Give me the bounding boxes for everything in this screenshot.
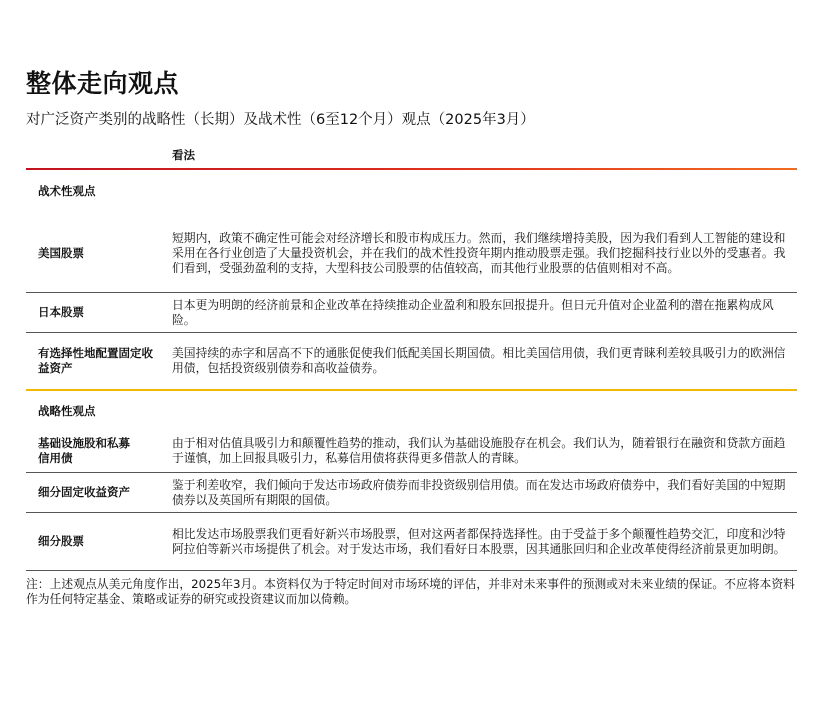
page-subtitle: 对广泛资产类别的战略性（长期）及战术性（6至12个月）观点（2025年3月） (26, 112, 535, 128)
page (26, 68, 797, 607)
row-text: 美国持续的赤字和居高不下的通胀促使我们低配美国长期国债。相比美国信用债，我们更青睐利差较具吸引力的欧洲信用债，包括投资级别债券和高收益债券。 (172, 346, 786, 375)
table-row-us-equities (26, 213, 797, 293)
section-heading-strategic: 战略性观点 (38, 404, 96, 418)
table-row-japan-equities (26, 293, 797, 333)
row-label: 美国股票 (38, 246, 84, 260)
page-title: 整体走向观点 (26, 69, 180, 98)
row-text: 日本更为明朗的经济前景和企业改革在持续推动企业盈利和股东回报提升。但日元升值对企业盈利的潜在拖累构成风险。 (172, 297, 774, 327)
table-row-selective-fixed-income (26, 333, 797, 389)
row-label: 细分固定收益资产 (38, 485, 130, 499)
row-label: 有选择性地配置固定收益资产 (38, 346, 153, 375)
section-heading-tactical: 战术性观点 (38, 184, 96, 198)
table-row-infrastructure-private-credit (26, 430, 797, 473)
column-header-views: 看法 (172, 148, 195, 162)
row-text: 由于相对估值具吸引力和颠覆性趋势的推动，我们认为基础设施股存在机会。我们认为，随着银行在融资和贷款方面趋于谨慎，加上回报具吸引力，私募信用债将获得更多借款人的青睐。 (172, 436, 786, 465)
views-table (26, 144, 797, 571)
row-label: 基础设施股和私募信用债 (38, 436, 130, 465)
row-label: 细分股票 (38, 534, 84, 548)
table-row-granular-equities (26, 513, 797, 571)
row-label: 日本股票 (38, 305, 84, 319)
footnote: 注：上述观点从美元角度作出，2025年3月。本资料仅为于特定时间对市场环境的评估，并非对未来事件的预测或对未来业绩的保证。不应将本资料作为任何特定基金、策略或证券的研究或投资建议而加以倚赖。 (26, 577, 795, 606)
table-row-granular-fixed-income (26, 473, 797, 513)
row-text: 鉴于利差收窄，我们倾向于发达市场政府债券而非投资级别信用债。而在发达市场政府债券中，我们看好美国的中短期债券以及英国所有期限的国债。 (172, 477, 786, 507)
row-text: 短期内，政策不确定性可能会对经济增长和股市构成压力。然而，我们继续增持美股，因为我们看到人工智能的建设和采用在各行业创造了大量投资机会，并在我们的战术性投资年期内推动股票走强。我们挖掘科技行业以外的受惠者。我们看到，受强劲盈利的支持，大型科技公司股票的估值较高，而其他行业股票的估值则相对不高。 (172, 231, 786, 275)
row-text: 相比发达市场股票我们更看好新兴市场股票，但对这两者都保持选择性。由于受益于多个颠覆性趋势交汇，印度和沙特阿拉伯等新兴市场提供了机会。对于发达市场，我们看好日本股票，因其通胀回归和企业改革使得经济前景更加明朗。 (172, 526, 786, 556)
